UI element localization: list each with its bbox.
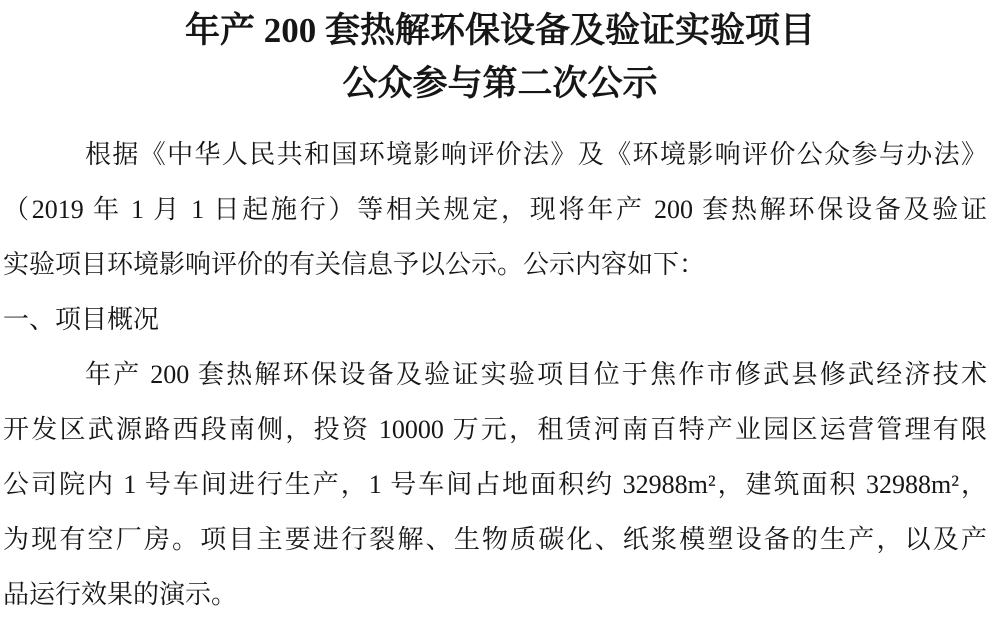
body-line-2: （2019 年 1 月 1 日起施行）等相关规定，现将年产 200 套热解环保设备及验证 <box>3 195 987 224</box>
body-line-9: 品运行效果的演示。 <box>3 580 238 609</box>
document-title <box>0 0 1000 110</box>
document-body <box>0 127 1000 620</box>
body-line-3: 实验项目环境影响评价的有关信息予以公示。公示内容如下： <box>3 250 706 279</box>
body-line-6: 开发区武源路西段南侧，投资 10000 万元，租赁河南百特产业园区运营管理有限 <box>3 415 987 444</box>
body-line-5: 年产 200 套热解环保设备及验证实验项目位于焦作市修武县修武经济技术 <box>85 360 987 389</box>
body-line-8: 为现有空厂房。项目主要进行裂解、生物质碳化、纸浆模塑设备的生产，以及产 <box>3 525 987 554</box>
document-title-line1: 年产 200 套热解环保设备及验证实验项目 <box>184 11 815 50</box>
body-line-7: 公司院内 1 号车间进行生产，1 号车间占地面积约 32988m²，建筑面积 32988m²， <box>3 470 987 499</box>
body-line-1: 根据《中华人民共和国环境影响评价法》及《环境影响评价公众参与办法》 <box>85 140 987 169</box>
section-heading-project-overview: 一、项目概况 <box>3 305 160 334</box>
document-title-line2: 公众参与第二次公示 <box>342 64 658 103</box>
